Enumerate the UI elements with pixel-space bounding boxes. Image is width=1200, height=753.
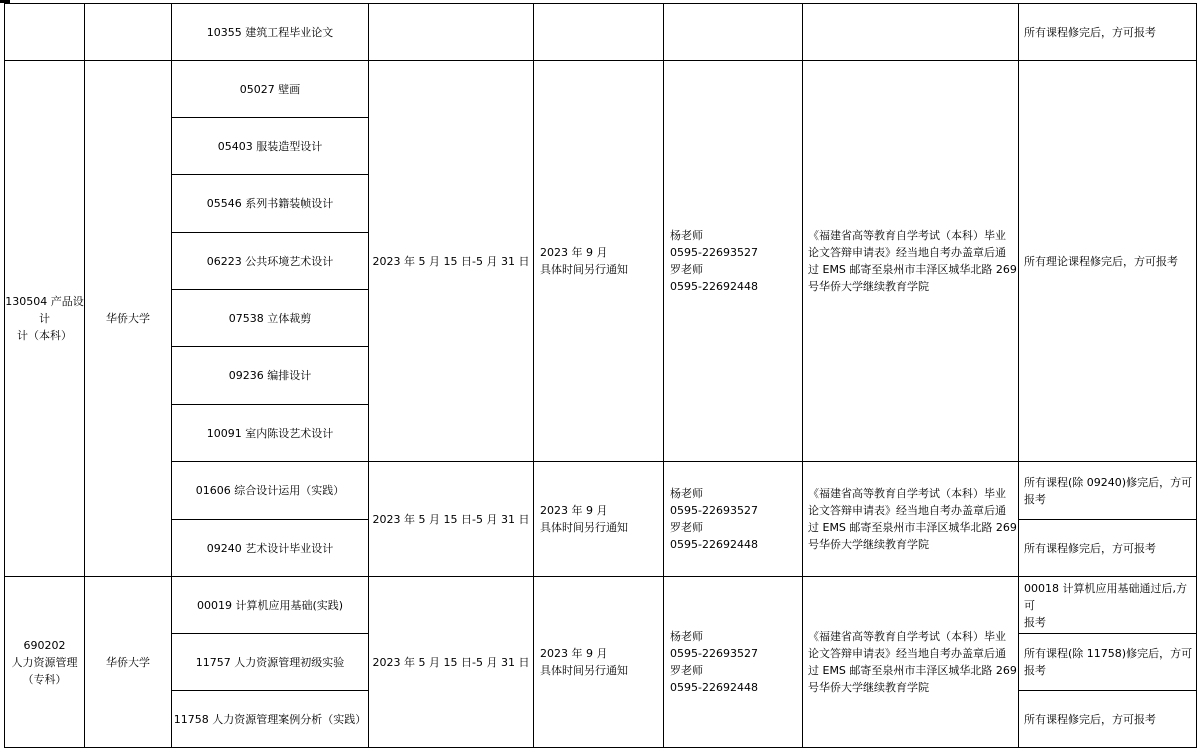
defense-time-cell: [540, 61, 662, 461]
table-border-right: [1196, 3, 1197, 748]
course-cell: 05546 系列书籍装帧设计: [206, 197, 334, 210]
materials-cell: [808, 61, 1017, 461]
apply-period-cell: 2023 年 5 月 15 日-5 月 31 日: [372, 655, 530, 669]
major-code: 130504 产品设计: [5, 295, 84, 325]
requirement-cell: [1024, 577, 1195, 633]
contact-name: 罗老师: [670, 664, 703, 677]
column-divider: [663, 3, 664, 748]
requirement-line: 所有课程(除 09240)修完后，方可: [1024, 475, 1193, 489]
contact-cell: [670, 61, 801, 461]
major-cell: [5, 61, 84, 576]
column-divider: [802, 3, 803, 748]
course-cell: 00019 计算机应用基础(实践): [196, 598, 344, 612]
requirement-cell: 所有课程修完后，方可报考: [1024, 712, 1156, 726]
contact-phone: 0595-22692448: [670, 280, 758, 293]
defense-date: 2023 年 9 月: [540, 246, 608, 259]
requirement-cell: [1024, 634, 1195, 690]
materials-line: 论文答辩申请表》经当地自考办盖章后通: [808, 504, 1006, 517]
contact-phone: 0595-22693527: [670, 246, 758, 259]
requirement-line: 所有课程(除 11758)修完后，方可: [1024, 647, 1193, 660]
column-divider: [1018, 3, 1019, 748]
apply-period-cell: 2023 年 5 月 15 日-5 月 31 日: [372, 254, 530, 268]
materials-line: 号华侨大学继续教育学院: [808, 538, 929, 551]
requirement-line: 00018 计算机应用基础通过后,方可: [1024, 581, 1187, 612]
contact-phone: 0595-22692448: [670, 681, 758, 694]
requirement-cell: 所有理论课程修完后，方可报考: [1024, 254, 1178, 268]
course-cell: 10091 室内陈设艺术设计: [206, 426, 334, 440]
column-divider: [533, 3, 534, 748]
contact-name: 杨老师: [670, 487, 703, 500]
contact-name: 罗老师: [670, 263, 703, 276]
defense-note: 具体时间另行通知: [540, 521, 628, 534]
contact-phone: 0595-22693527: [670, 504, 758, 517]
major-cell: [5, 577, 84, 747]
defense-note: 具体时间另行通知: [540, 263, 628, 276]
school-cell: 华侨大学: [106, 312, 150, 325]
materials-line: 论文答辩申请表》经当地自考办盖章后通: [808, 647, 1006, 660]
course-cell: 05403 服装造型设计: [217, 139, 323, 153]
materials-line: 号华侨大学继续教育学院: [808, 280, 929, 293]
course-cell: 01606 综合设计运用（实践）: [195, 484, 345, 497]
apply-period-cell: 2023 年 5 月 15 日-5 月 31 日: [372, 512, 530, 526]
materials-cell: [808, 462, 1017, 576]
course-cell: 09236 编排设计: [228, 369, 312, 382]
materials-line: 号华侨大学继续教育学院: [808, 681, 929, 694]
materials-line: 《福建省高等教育自学考试（本科）毕业: [808, 487, 1006, 500]
defense-date: 2023 年 9 月: [540, 504, 608, 517]
requirement-cell: 所有课程修完后，方可报考: [1024, 541, 1156, 555]
course-cell: 07538 立体裁剪: [228, 311, 312, 325]
contact-phone: 0595-22693527: [670, 647, 758, 660]
course-cell: 05027 壁画: [239, 82, 301, 96]
defense-time-cell: [540, 577, 662, 747]
contact-name: 罗老师: [670, 521, 703, 534]
contact-cell: [670, 577, 801, 747]
materials-line: 过 EMS 邮寄至泉州市丰泽区城华北路 269: [808, 263, 1017, 276]
major-name: 人力资源管理: [11, 655, 78, 669]
defense-note: 具体时间另行通知: [540, 664, 628, 677]
course-cell: 11757 人力资源管理初级实验: [195, 655, 345, 669]
major-level: 计（本科）: [17, 329, 72, 342]
requirement-cell: [1024, 462, 1195, 519]
course-cell: 06223 公共环境艺术设计: [206, 254, 334, 268]
major-code: 690202: [23, 638, 66, 652]
course-cell: 10355 建筑工程毕业论文: [206, 25, 334, 39]
school-cell: 华侨大学: [106, 655, 150, 669]
contact-name: 杨老师: [670, 630, 703, 643]
contact-name: 杨老师: [670, 229, 703, 242]
contact-cell: [670, 462, 801, 576]
materials-cell: [808, 577, 1017, 747]
course-cell: 11758 人力资源管理案例分析（实践）: [173, 712, 367, 726]
contact-phone: 0595-22692448: [670, 538, 758, 551]
requirement-cell: 所有课程修完后，方可报考: [1024, 25, 1156, 39]
major-level: （专科）: [22, 672, 67, 686]
requirement-line: 报考: [1024, 615, 1046, 629]
requirement-line: 报考: [1024, 664, 1046, 677]
defense-time-cell: [540, 462, 662, 576]
course-cell: 09240 艺术设计毕业设计: [206, 541, 334, 555]
materials-line: 《福建省高等教育自学考试（本科）毕业: [808, 630, 1006, 643]
materials-line: 《福建省高等教育自学考试（本科）毕业: [808, 229, 1006, 242]
materials-line: 过 EMS 邮寄至泉州市丰泽区城华北路 269: [808, 521, 1017, 534]
materials-line: 论文答辩申请表》经当地自考办盖章后通: [808, 246, 1006, 259]
materials-line: 过 EMS 邮寄至泉州市丰泽区城华北路 269: [808, 664, 1017, 677]
requirement-line: 报考: [1024, 492, 1046, 506]
defense-date: 2023 年 9 月: [540, 647, 608, 660]
